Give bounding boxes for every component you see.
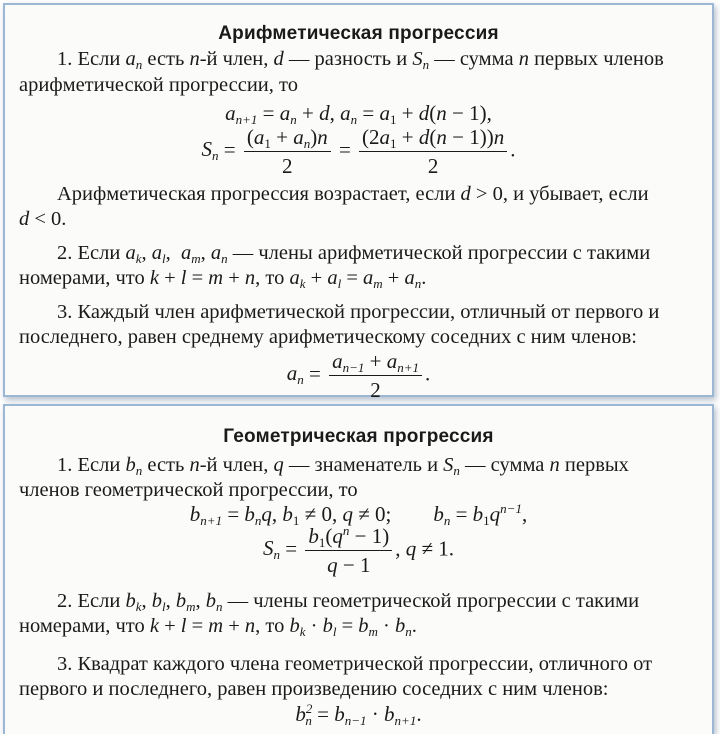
arithmetic-rule-2-line-1: 2. Если $a_k$, $a_l$, $a_m$, $a_n$ — члены арифметической прогрессии с такими: [57, 242, 651, 266]
arithmetic-rule-3-line-1: 3. Каждый член арифметической прогрессии, отличный от первого и: [57, 301, 660, 323]
geometric-title: Геометрическая прогрессия: [223, 426, 494, 447]
arithmetic-title: Арифметическая прогрессия: [218, 23, 499, 44]
geometric-progression-panel: [3, 404, 714, 734]
arithmetic-rule-1-line-1: 1. Если $a_n$ есть n-й член, d — разность и $S_n$ — сумма n первых членов: [57, 48, 664, 72]
geometric-sum-formula: $S_n$ = $\frac{b_1(q^n - 1)}{q - 1}$ , q ≠ 1.: [263, 523, 454, 577]
arithmetic-mean-formula: $a_n$ = $\frac{a_{n-1} + a_{n+1}}{2}$ .: [286, 349, 431, 402]
arithmetic-monotonic-line-2: d < 0.: [19, 208, 67, 230]
arithmetic-nth-term-formula: $a_{n+1} = a_n + d$, $a_n = a_1 + d(n - 1)$,: [225, 101, 492, 127]
geometric-rule-3-line-1: 3. Квадрат каждого члена геометрической прогрессии, отличного от: [57, 653, 653, 675]
geometric-rule-2-line-1: 2. Если $b_k$, $b_l$, $b_m$, $b_n$ — члены геометрической прогрессии с такими: [57, 590, 640, 614]
arithmetic-monotonic-line-1: Арифметическая прогрессия возрастает, если d > 0, и убывает, если: [57, 183, 649, 205]
geometric-mean-formula: $b^2_n = b_{n-1} \cdot b_{n+1}$.: [295, 701, 422, 728]
geometric-rule-2-line-2: номерами, что k + l = m + n, то $b_k \cdot b_l = b_m \cdot b_n$.: [19, 615, 417, 639]
arithmetic-rule-1-line-2: арифметической прогрессии, то: [19, 74, 298, 96]
geometric-rule-3-line-2: первого и последнего, равен произведению соседних с ним членов:: [19, 678, 609, 700]
arithmetic-rule-3-line-2: последнего, равен среднему арифметическому соседних с ним членов:: [19, 326, 637, 348]
arithmetic-sum-formula: $S_n$ = $\frac{(a_1 + a_n)n}{2}$ = $\frac{(2a_1 + d(n - 1))n}{2}$ .: [201, 125, 516, 178]
geometric-rule-1-line-1: 1. Если $b_n$ есть n-й член, q — знаменатель и $S_n$ — сумма n первых: [57, 454, 629, 478]
geometric-rule-1-line-2: членов геометрической прогрессии, то: [19, 479, 358, 501]
geometric-nth-term-formula: $b_{n+1} = b_nq$, $b_1 \ne 0$, q ≠ 0; $b_n = b_1q^{n-1}$,: [189, 501, 528, 528]
arithmetic-progression-panel: [3, 3, 714, 402]
arithmetic-rule-2-line-2: номерами, что k + l = m + n, то $a_k + a_l = a_m + a_n$.: [19, 267, 427, 291]
